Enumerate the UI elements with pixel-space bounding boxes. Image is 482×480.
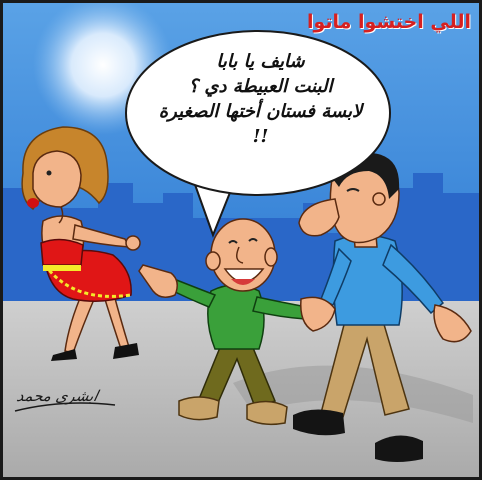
cartoon-title: اللي اختشوا ماتوا <box>306 11 471 33</box>
speech-bubble-text <box>143 49 378 149</box>
speech-line-4: !! <box>252 126 269 147</box>
speech-line-2: البنت العبيطة دي ؟ <box>188 76 333 97</box>
boy-shirt <box>208 285 264 349</box>
artist-signature: ابشرى محمد <box>15 387 100 405</box>
speech-line-3: لابسة فستان أختها الصغيرة <box>158 101 363 122</box>
speech-line-1: شايف يا بابا <box>216 51 305 72</box>
